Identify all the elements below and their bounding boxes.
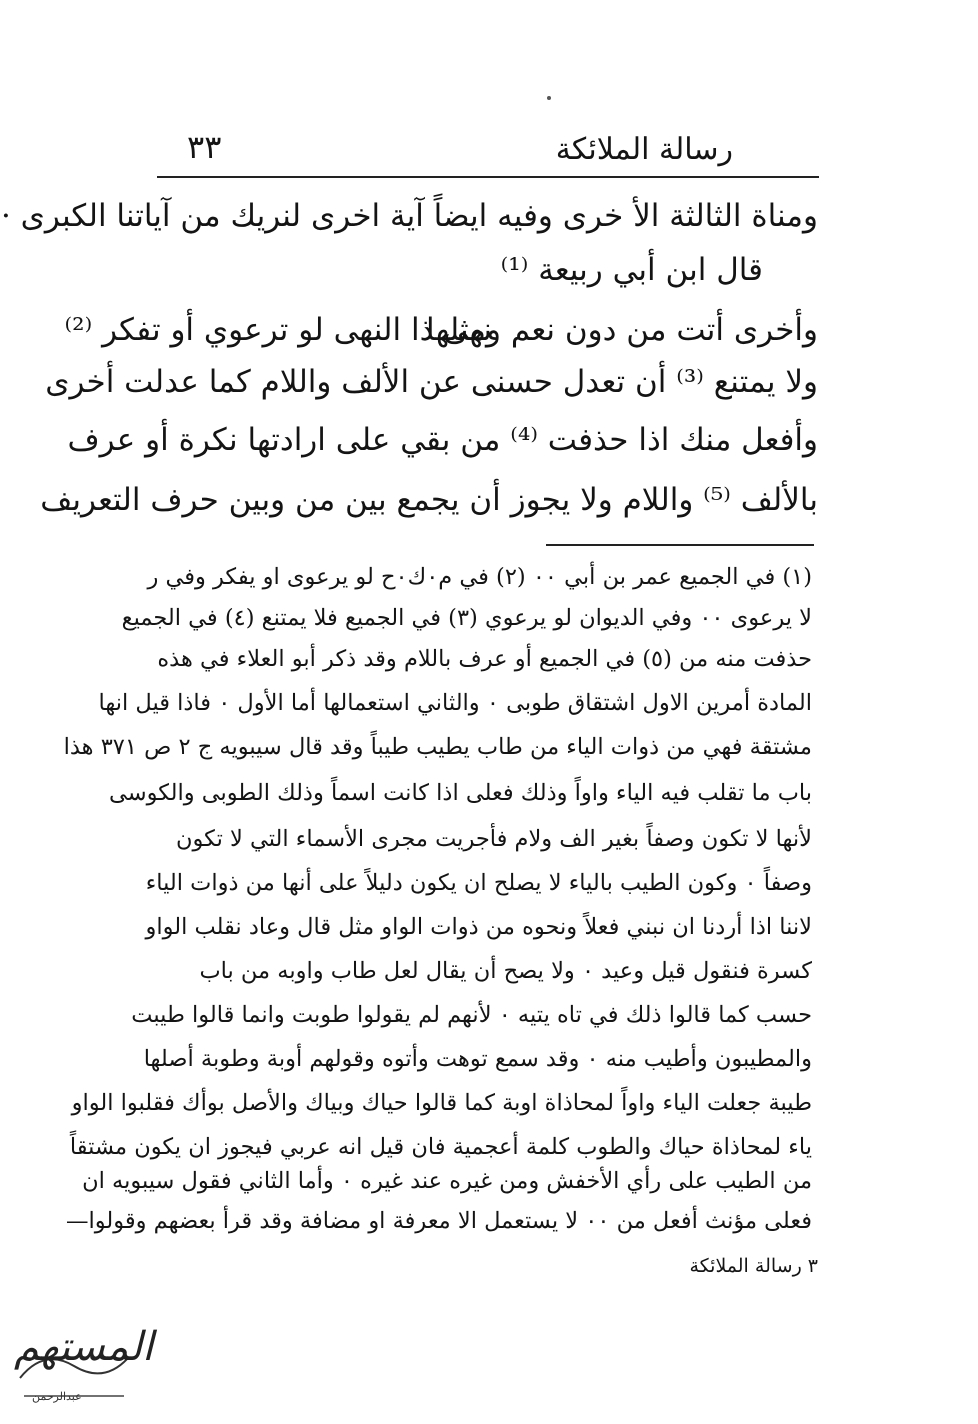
footnote-line: المادة أمرين الاول اشتقاق طوبى ٠ والثاني استعمالها أما الأول ٠ فاذا قيل انها [98, 690, 812, 716]
footnote-line: لأنها لا تكون وصفاً بغير الف ولام فأجريت مجرى الأسماء التي لا تكون [176, 826, 812, 852]
footnote-line: باب ما تقلب فيه الياء واواً وذلك فعلى اذا كانت اسماً وذلك الطوبى والكوسى [108, 780, 812, 806]
signature-mark: ٣ رسالة الملائكة [689, 1255, 818, 1277]
footnote-line: طيبة جعلت الياء واواً لمحاذاة اوبة كما قالوا حياك وبياك والأصل بوأك فقلبوا الواو [71, 1090, 812, 1116]
main-text-line: ولا يمتنع ⁽³⁾ أن تعدل حسنى عن الألف واللام كما عدلت أخرى [45, 364, 818, 400]
main-text-line: ومناة الثالثة الأ خرى وفيه ايضاً آية اخرى لنريك من آياتنا الكبرى · [0, 198, 818, 234]
verse-hemistich-left: نهى ذا النهى لو ترعوي أو تفكر ⁽²⁾ [64, 312, 492, 348]
stamp-subtext: عبدالرحمن [32, 1390, 82, 1403]
footnote-line: فعلى مؤنث أفعل من ٠٠ لا يستعمل الا معرفة او مضافة وقد قرأ بعضهم وقولوا— [66, 1208, 812, 1234]
footnote-separator [546, 544, 814, 546]
main-text-line: قال ابن أبي ربيعة ⁽¹⁾ [500, 252, 763, 288]
footnote-line: حذفت منه من (٥) في الجميع أو عرف باللام وقد ذكر أبو العلاء في هذه [157, 646, 812, 672]
footnote-line: كسرة فنقول قيل وعيد ٠ ولا يصح أن يقال لعل طاب واوبه من باب [199, 958, 812, 984]
footnote-line: لا يرعوى ٠٠ وفي الديوان لو يرعوي (٣) في الجميع فلا يمتنع (٤) في الجميع [121, 605, 812, 631]
footnote-line: والمطيبون وأطيب منه ٠ وقد سمع توهت وأتوه وقولهم أوبة وطوبة أصلها [143, 1046, 812, 1072]
footnote-line: حسب كما قالوا ذلك في تاه يتيه ٠ لأنهم لم يقولوا طوبت وانما قالوا طيبت [131, 1002, 812, 1028]
page-number: ٣٣ [187, 128, 222, 166]
footnote-line: لاننا اذا أردنا ان نبني فعلاً ونحوه من ذوات الواو مثل قال وعاد نقلب الواو [145, 914, 812, 940]
running-header [157, 128, 819, 178]
footnote-line: وصفاً ٠ وكون الطيب بالياء لا يصلح ان يكون دليلاً على أنها من ذوات الياء [145, 870, 812, 896]
footnote-line: مشتقة فهي من ذوات الياء من طاب يطيب طيباً وقد قال سيبويه ج ٢ ص ٣٧١ هذا [63, 734, 812, 760]
verse-hemistich-right: وأخرى أتت من دون نعم ومثلها [426, 312, 818, 348]
main-text-line: وأفعل منك اذا حذفت ⁽⁴⁾ من بقي على ارادتها نكرة أو عرف [67, 422, 818, 458]
footnote-line: من الطيب على رأي الأخفش ومن غيره عند غيره ٠ وأما الثاني فقول سيبويه ان [82, 1168, 812, 1194]
header-title: رسالة الملائكة [555, 132, 733, 167]
footnote-line: ياء لمحاذاة حياك والطوب كلمة أعجمية فان قيل انه عربي فيجوز ان يكون مشتقاً [69, 1134, 812, 1160]
footnote-line: (١) في الجميع عمر بن أبي ٠٠ (٢) في م٠ك٠ح لو يرعوى او يفكر وفي ر [147, 564, 812, 590]
stamp-text: المستهم [14, 1324, 154, 1370]
scan-speck [547, 96, 551, 100]
main-text-line: بالألف ⁽⁵⁾ واللام ولا يجوز أن يجمع بين من وبين حرف التعريف [40, 482, 818, 518]
